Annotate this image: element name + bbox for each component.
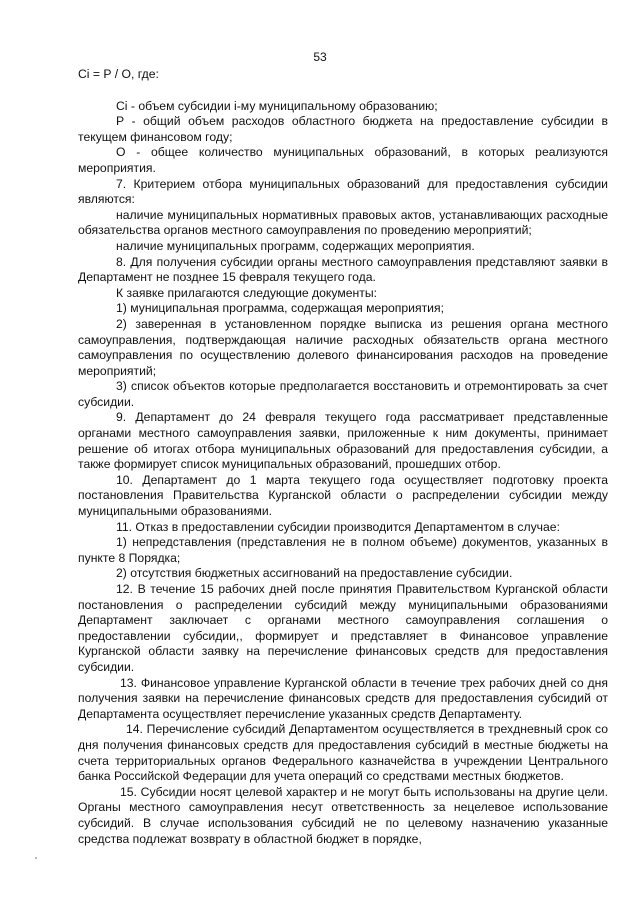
paragraph-10: 10. Департамент до 1 марта текущего года осуществляет подготовку проекта постановления Правительства Курганской области о распределении субсидии между муниципальными образованиями.	[78, 472, 608, 519]
paragraph-9: 9. Департамент до 24 февраля текущего года рассматривает представленные органами местного самоуправления заявки, приложенные к ним документы, принимает решение об итогах отбора муниципальных образований для предоставления субсидии, а также формирует список муниципальных образований, прошедших отбор.	[78, 410, 608, 472]
blank-line	[78, 83, 608, 99]
paragraph-11: 11. Отказ в предоставлении субсидии производится Департаментом в случае:	[116, 519, 560, 534]
definition-p: P - общий объем расходов областного бюджета на предоставление субсидии в текущем финансовом году;	[78, 114, 608, 144]
page-number: 53	[313, 50, 327, 64]
paragraph-8: 8. Для получения субсидии органы местного самоуправления представляют заявки в Департамент не позднее 15 февраля текущего года.	[78, 254, 608, 285]
document-item-1: 1) муниципальная программа, содержащая мероприятия;	[116, 301, 444, 316]
paragraph-13: 13. Финансовое управление Курганской области в течение трех рабочих дней со дня получения заявки на перечисление финансовых средств для предоставления субсидий от Департамента осуществляет перечисление указанных средств Департаменту.	[78, 675, 608, 721]
refusal-reason-2: 2) отсутствия бюджетных ассигнований на предоставление субсидии.	[116, 566, 513, 581]
scan-speck	[35, 857, 37, 859]
document-body	[78, 67, 608, 847]
paragraph-7: 7. Критерием отбора муниципальных образований для предоставления субсидии являются:	[78, 176, 608, 207]
document-item-3: 3) список объектов которые предполагается восстановить и отремонтировать за счет субсидии.	[78, 379, 608, 409]
definition-ci: Ci - объем субсидии i-му муниципальному образованию;	[116, 98, 438, 113]
paragraph-14: 14. Перечисление субсидий Департаментом осуществляется в трехдневный срок со дня получения финансовых средств для предоставления субсидий в местные бюджеты на счета территориальных органов Федерального казначейства в учреждении Центрального банка Российской Федерации для учета операций со средствами местных бюджетов.	[78, 722, 608, 784]
formula-line: Ci = P / O, где:	[78, 67, 159, 81]
document-item-2: 2) заверенная в установленном порядке выписка из решения органа местного самоуправления, подтверждающая наличие расходных обязательств органа местного самоуправления по осуществлению долевого финансирования расходов на проведение мероприятий;	[78, 316, 608, 378]
paragraph-15: 15. Субсидии носят целевой характер и не могут быть использованы на другие цели. Органы местного самоуправления несут ответственность за нецелевое использование субсидий. В случае использования субсидий не по целевому назначению указанные средства подлежат возврату в областной бюджет в порядке,	[78, 784, 608, 846]
paragraph-12: 12. В течение 15 рабочих дней после принятия Правительством Курганской области постановления о распределении субсидий между муниципальными образованиями Департамент заключает с органами местного самоуправления соглашения о предоставлении субсидии,, формирует и представляет в Финансовое управление Курганской области заявку на перечисление финансовых средств для предоставления субсидии.	[78, 582, 608, 674]
documents-intro: К заявке прилагаются следующие документы:	[116, 285, 377, 300]
definition-o: O - общее количество муниципальных образований, в которых реализуются мероприятия.	[78, 145, 608, 175]
refusal-reason-1: 1) непредставления (представления не в полном объеме) документов, указанных в пункте 8 Порядка;	[78, 535, 608, 565]
criterion-1: наличие муниципальных нормативных правовых актов, устанавливающих расходные обязательства органов местного самоуправления по проведению мероприятий;	[78, 207, 608, 238]
criterion-2: наличие муниципальных программ, содержащих мероприятия.	[116, 238, 475, 253]
